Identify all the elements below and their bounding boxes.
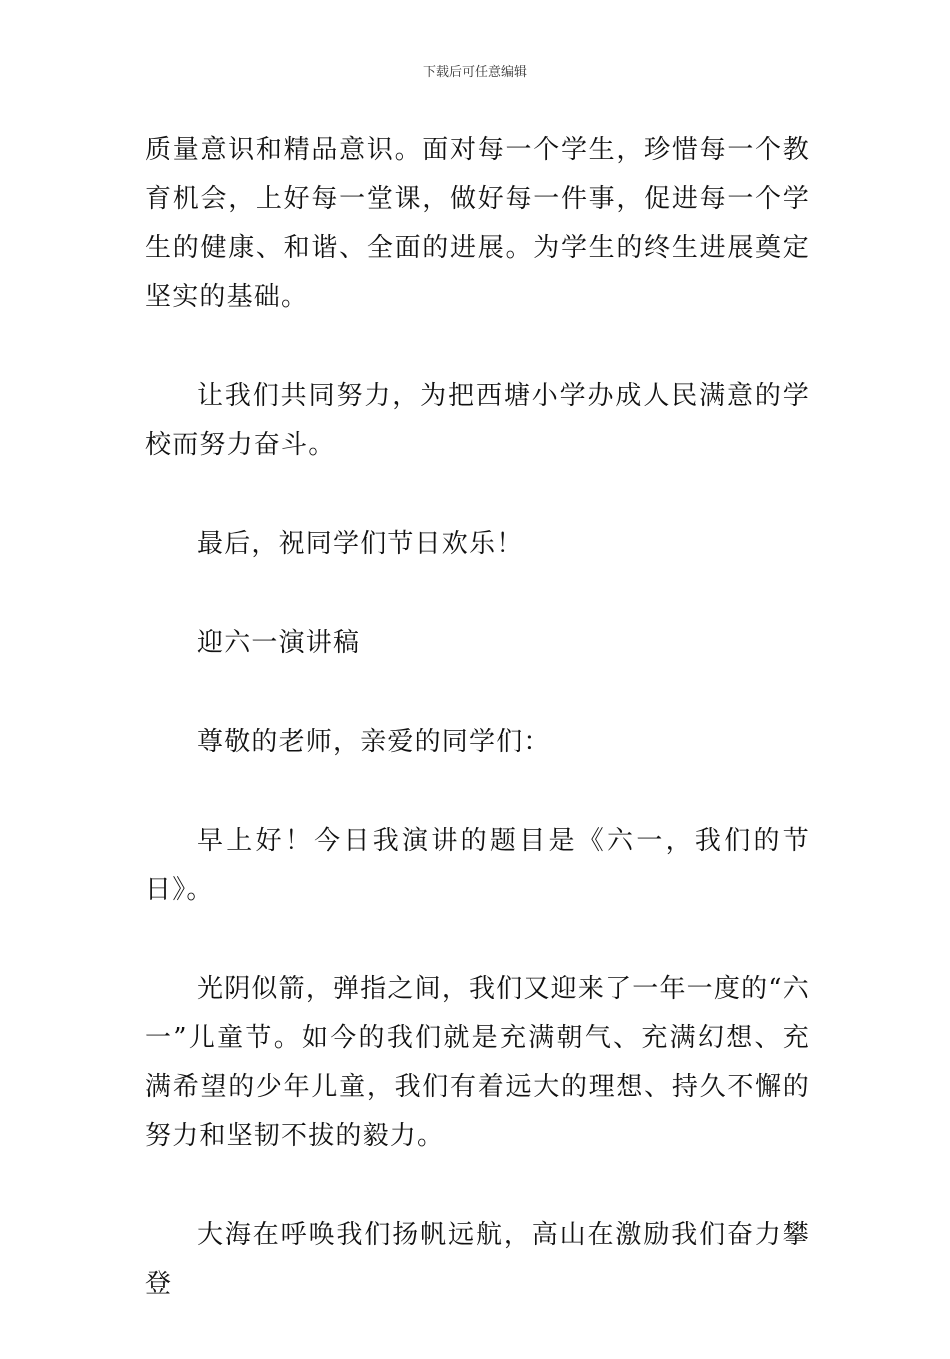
paragraph-7: 光阴似箭，弹指之间，我们又迎来了一年一度的“六一”儿童节。如今的我们就是充满朝气、充满幻想、充满希望的少年儿童，我们有着远大的理想、持久不懈的努力和坚韧不拔的毅力。: [145, 974, 810, 1151]
paragraph-greeting: 早上好！今日我演讲的题目是《六一，我们的节日》。: [145, 826, 810, 905]
paragraph-8: 大海在呼唤我们扬帆远航，高山在激励我们奋力攀登: [145, 1220, 810, 1299]
paragraph-2: 让我们共同努力，为把西塘小学办成人民满意的学校而努力奋斗。: [145, 381, 810, 460]
page-header: 下载后可任意编辑: [422, 65, 527, 80]
paragraph-3: 最后，祝同学们节日欢乐！: [197, 529, 524, 559]
document-body: [145, 126, 810, 1359]
section-title: 迎六一演讲稿: [197, 628, 361, 658]
paragraph-1: 质量意识和精品意识。面对每一个学生，珍惜每一个教育机会，上好每一堂课，做好每一件事，促进每一个学生的健康、和谐、全面的进展。为学生的终生进展奠定坚实的基础。: [145, 135, 810, 312]
salutation: 尊敬的老师，亲爱的同学们：: [197, 727, 551, 757]
